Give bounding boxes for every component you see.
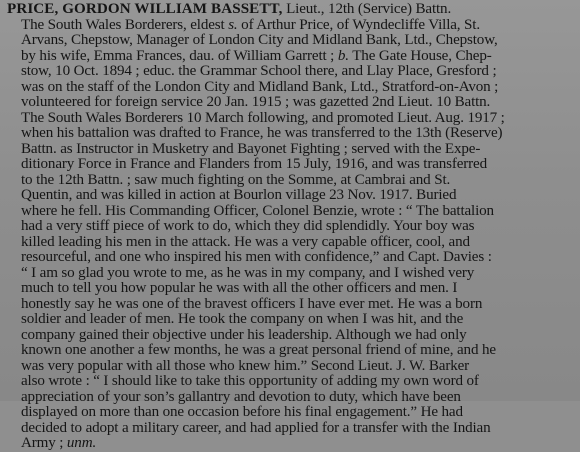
- entry-line: [7, 328, 577, 344]
- entry-line: [7, 111, 577, 127]
- entry-text: stow, 10 Oct. 1894 ; educ. the Grammar School there, and Llay Place, Gresford ;: [21, 63, 497, 79]
- entry-line: [7, 343, 577, 359]
- entry-text: was on the staff of the London City and Midland Bank, Ltd., Stratford-on-Avon ;: [21, 78, 499, 95]
- entry-line: [7, 235, 577, 251]
- entry-text: Arvans, Chepstow, Manager of London City and Midland Bank, Ltd., Chepstow,: [21, 32, 498, 48]
- entry-text: to the 12th Battn. ; saw much fighting on the Somme, at Cambrai and St.: [21, 171, 451, 188]
- entry-text: The Gate House, Chep-: [348, 47, 492, 64]
- entry-line: [7, 374, 577, 390]
- entry-text: resourceful, and one who inspired his men with confidence,” and Capt. Davies :: [21, 249, 492, 265]
- italic-abbreviation: s.: [228, 16, 238, 33]
- entry-line: [7, 359, 577, 375]
- entry-text: by his wife, Emma Frances, dau. of William Garrett ;: [21, 47, 338, 64]
- entry-text: “ I am so glad you wrote to me, as he was in my company, and I wished very: [21, 264, 475, 281]
- entry-line: [7, 204, 577, 220]
- entry-line: [7, 219, 577, 235]
- entry-line: [7, 142, 577, 158]
- entry-text: The South Wales Borderers, eldest: [21, 16, 229, 33]
- italic-abbreviation: b.: [337, 47, 349, 64]
- entry-line: [7, 157, 577, 173]
- entry-line: [7, 126, 577, 142]
- entry-text: where he fell. His Commanding Officer, Colonel Benzie, wrote : “ The battalion: [21, 202, 494, 219]
- biographical-entry: [7, 2, 577, 452]
- entry-line: [7, 2, 577, 18]
- entry-text: had a very stiff piece of work to do, which they did splendidly. Your boy was: [21, 218, 475, 234]
- entry-line: [7, 49, 577, 65]
- entry-line: [7, 95, 577, 111]
- entry-text: of Arthur Price, of Wyndecliffe Villa, St.: [237, 16, 480, 33]
- entry-line: [7, 405, 577, 421]
- entry-line: [7, 281, 577, 297]
- entry-line: [7, 390, 577, 406]
- entry-line: [7, 64, 577, 80]
- entry-text: Lieut., 12th (Service) Battn.: [282, 1, 452, 17]
- entry-text: Army ;: [21, 435, 67, 451]
- entry-text: known one another a few months, he was a great personal friend of mine, and he: [21, 342, 496, 358]
- entry-line: [7, 33, 577, 49]
- entry-text: company gained their objective under his leadership. Although we had only: [21, 326, 467, 343]
- entry-text: soldier and leader of men. He took the company on when I was hit, and the: [21, 311, 464, 327]
- entry-line: [7, 266, 577, 282]
- entry-text: appreciation of your son’s gallantry and devotion to duty, which have been: [21, 388, 461, 405]
- entry-text: volunteered for foreign service 20 Jan. 1915 ; was gazetted 2nd Lieut. 10 Battn.: [21, 94, 491, 110]
- entry-line: [7, 173, 577, 189]
- entry-text: honestly say he was one of the bravest officers I have ever met. He was a born: [21, 295, 483, 312]
- entry-text: decided to adopt a military career, and had applied for a transfer with the Indian: [21, 419, 491, 436]
- entry-text: when his battalion was drafted to France, he was transferred to the 13th (Reserve): [21, 125, 503, 141]
- entry-text: Quentin, and was killed in action at Bourlon village 23 Nov. 1917. Buried: [21, 187, 457, 203]
- entry-line: [7, 436, 577, 452]
- entry-line: [7, 421, 577, 437]
- entry-text: much to tell you how popular he was with all the other officers and men. I: [21, 280, 458, 296]
- subject-name: PRICE, GORDON WILLIAM BASSETT,: [7, 1, 283, 17]
- entry-text: was very popular with all those who knew him.” Second Lieut. J. W. Barker: [21, 357, 470, 374]
- entry-text: displayed on more than one occasion before his final engagement.” He had: [21, 404, 463, 420]
- entry-line: [7, 18, 577, 34]
- entry-text: also wrote : “ I should like to take this opportunity of adding my own word of: [21, 373, 479, 389]
- entry-text: Battn. as Instructor in Musketry and Bayonet Fighting ; served with the Expe-: [21, 140, 481, 157]
- entry-line: [7, 188, 577, 204]
- entry-text: The South Wales Borderers 10 March following, and promoted Lieut. Aug. 1917 ;: [21, 109, 505, 126]
- entry-line: [7, 297, 577, 313]
- entry-text: killed leading his men in the attack. He was a very capable officer, cool, and: [21, 233, 470, 250]
- entry-text: ditionary Force in France and Flanders from 15 July, 1916, and was transferred: [21, 156, 488, 172]
- italic-abbreviation: unm.: [66, 435, 97, 451]
- entry-line: [7, 250, 577, 266]
- entry-line: [7, 80, 577, 96]
- entry-line: [7, 312, 577, 328]
